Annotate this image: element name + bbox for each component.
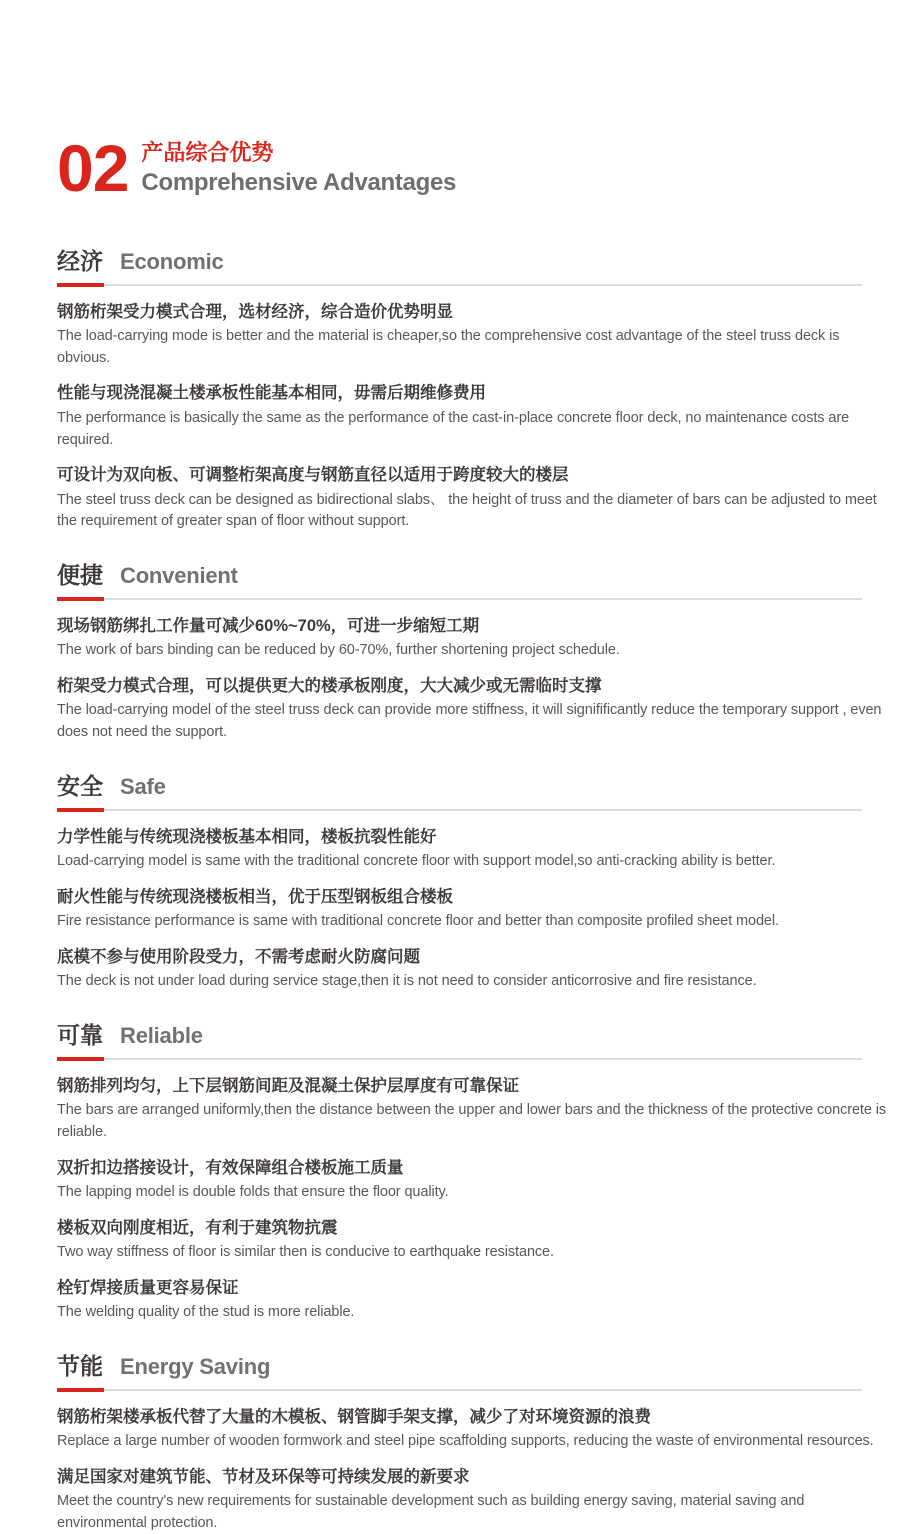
item-text-en: The performance is basically the same as the performance of the cast-in-place concrete floor deck, no maintenance costs are required. xyxy=(57,409,850,448)
item-text-en: The bars are arranged uniformly,then the distance between the upper and lower bars and the thickness of the protective concrete is reliable. xyxy=(57,1102,887,1140)
advantage-item xyxy=(57,1157,862,1204)
advantage-item xyxy=(57,826,862,873)
item-text-en: The work of bars binding can be reduced by 60-70%, further shortening project schedule. xyxy=(57,642,620,659)
page-header xyxy=(57,131,890,205)
item-text-en: Meet the country's new requirements for sustainable development such as building energy saving, material saving and environmental protection. xyxy=(57,1492,805,1531)
item-text-zh: 满足国家对建筑节能、节材及环保等可持续发展的新要求 xyxy=(57,1467,470,1486)
item-text-zh: 双折扣边搭接设计，有效保障组合楼板施工质量 xyxy=(57,1158,404,1177)
item-text-en: The load-carrying model of the steel truss deck can provide more stiffness, it will signifificantly reduce the temporary support , even does not need the support. xyxy=(57,702,882,741)
advantage-item xyxy=(57,1406,874,1453)
item-text-zh: 耐火性能与传统现浇楼板相当，优于压型钢板组合楼板 xyxy=(57,887,453,906)
section-heading xyxy=(57,563,862,600)
item-text-zh: 桁架受力模式合理，可以提供更大的楼承板刚度，大大减少或无需临时支撑 xyxy=(57,677,602,696)
section-title-zh: 安全 xyxy=(57,772,103,799)
item-text-zh: 底模不参与使用阶段受力，不需考虑耐火防腐问题 xyxy=(57,947,420,966)
item-text-en: The steel truss deck can be designed as bidirectional slabs、 the height of truss and the diameter of bars can be adjusted to meet the requirement of greater span of floor without support. xyxy=(57,491,877,530)
item-text-zh: 钢筋桁架楼承板代替了大量的木模板、钢管脚手架支撑，减少了对环境资源的浪费 xyxy=(57,1407,651,1426)
section-number: 02 xyxy=(57,131,129,205)
page-title-zh: 产品综合优势 xyxy=(141,140,274,165)
advantage-item xyxy=(57,301,862,370)
item-text-zh: 可设计为双向板、可调整桁架高度与钢筋直径以适用于跨度较大的楼层 xyxy=(57,466,569,485)
advantage-item xyxy=(57,1217,862,1264)
section-title-zh: 节能 xyxy=(57,1352,103,1379)
advantage-item xyxy=(57,615,862,662)
section-heading xyxy=(57,1023,862,1060)
item-text-en: The load-carrying mode is better and the material is cheaper,so the comprehensive cost advantage of the steel truss deck is obvious. xyxy=(57,327,840,366)
item-text-en: Replace a large number of wooden formwork and steel pipe scaffolding supports, reducing the waste of environmental resources. xyxy=(57,1432,874,1449)
item-text-zh: 楼板双向刚度相近，有利于建筑物抗震 xyxy=(57,1218,338,1237)
section-title-en: Energy Saving xyxy=(120,1353,271,1379)
section-items xyxy=(57,286,877,533)
item-text-en: Load-carrying model is same with the traditional concrete floor with support model,so anti-cracking ability is better. xyxy=(57,853,776,870)
item-text-en: The welding quality of the stud is more reliable. xyxy=(57,1303,355,1320)
advantage-item xyxy=(57,886,862,933)
item-text-zh: 现场钢筋绑扎工作量可减少60%~70%，可进一步缩短工期 xyxy=(57,617,480,636)
item-text-en: Fire resistance performance is same with traditional concrete floor and better than composite profiled sheet model. xyxy=(57,913,779,930)
advantage-item xyxy=(57,1466,862,1534)
section-heading xyxy=(57,774,862,811)
advantage-section xyxy=(57,562,882,744)
item-text-en: Two way stiffness of floor is similar then is conducive to earthquake resistance. xyxy=(57,1243,554,1260)
advantage-item xyxy=(57,675,882,744)
section-title-zh: 便捷 xyxy=(57,562,103,589)
section-items xyxy=(57,600,882,744)
item-text-en: The lapping model is double folds that ensure the floor quality. xyxy=(57,1183,449,1200)
section-heading xyxy=(57,1354,862,1391)
section-heading xyxy=(57,249,862,286)
advantage-section xyxy=(57,774,862,993)
section-title-zh: 经济 xyxy=(57,247,103,274)
advantage-section xyxy=(57,1352,874,1534)
advantage-item xyxy=(57,1075,887,1144)
advantage-item xyxy=(57,946,862,993)
section-title-en: Safe xyxy=(120,773,166,799)
section-title-en: Reliable xyxy=(120,1022,203,1048)
advantage-item xyxy=(57,382,862,451)
advantage-section xyxy=(57,1021,887,1324)
advantage-section xyxy=(57,247,877,533)
page-title-en: Comprehensive Advantages xyxy=(141,169,457,197)
section-title-zh: 可靠 xyxy=(57,1021,103,1048)
item-text-zh: 栓钉焊接质量更容易保证 xyxy=(57,1278,239,1297)
section-items xyxy=(57,1391,874,1534)
section-title-en: Economic xyxy=(120,248,224,274)
advantage-item xyxy=(57,1277,862,1324)
section-title-en: Convenient xyxy=(120,563,238,589)
item-text-zh: 性能与现浇混凝土楼承板性能基本相同，毋需后期维修费用 xyxy=(57,384,486,403)
item-text-zh: 钢筋桁架受力模式合理，选材经济，综合造价优势明显 xyxy=(57,302,453,321)
sections-container xyxy=(57,247,887,1534)
item-text-zh: 力学性能与传统现浇楼板基本相同，楼板抗裂性能好 xyxy=(57,827,437,846)
section-items xyxy=(57,1060,887,1324)
advantage-item xyxy=(57,464,877,533)
page-titles xyxy=(141,138,456,198)
item-text-zh: 钢筋排列均匀，上下层钢筋间距及混凝土保护层厚度有可靠保证 xyxy=(57,1076,519,1095)
item-text-en: The deck is not under load during service stage,then it is not need to consider anticorrosive and fire resistance. xyxy=(57,973,757,990)
section-items xyxy=(57,811,862,993)
